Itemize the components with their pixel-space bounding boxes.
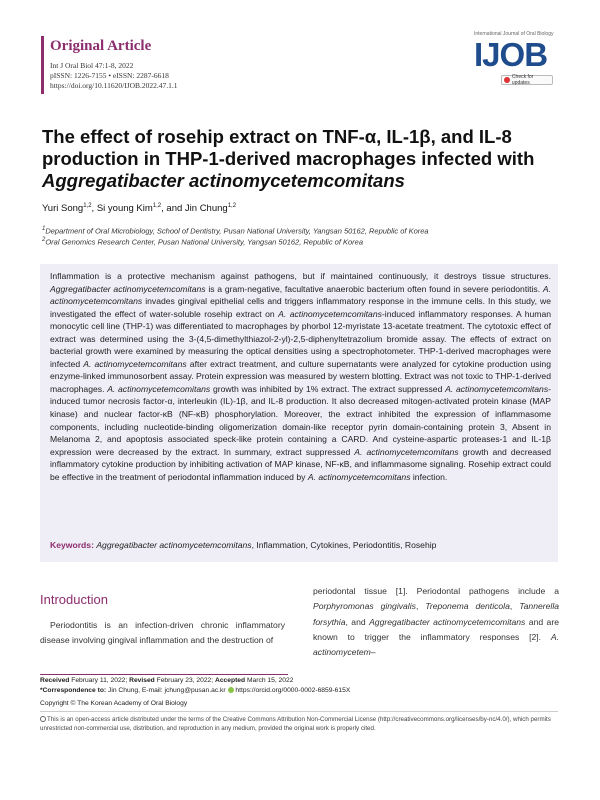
affiliation-2: $^2$Oral Genomics Research Center, Pusan National University, Yangsan 50162, Republic of Korea <box>42 237 364 247</box>
title-line-1: The effect of rosehip extract on TNF-α, IL-1β, and IL-8 <box>42 126 512 147</box>
author-affiliation-marker: 1,2 <box>152 203 162 209</box>
article-title <box>42 126 562 192</box>
license-divider <box>40 711 558 712</box>
journal-logo[interactable]: IJOB <box>474 36 548 73</box>
received-dates: Received February 11, 2022; Revised February 23, 2022; Accepted March 15, 2022 <box>40 677 294 684</box>
footer-divider <box>40 674 288 675</box>
doi-link[interactable]: https://doi.org/10.11620/IJOB.2022.47.1.1 <box>50 81 178 90</box>
orcid-icon <box>228 687 234 693</box>
check-for-updates-button[interactable] <box>501 75 553 85</box>
copyright: Copyright © The Korean Academy of Oral Biology <box>40 700 188 707</box>
author-list <box>42 203 236 214</box>
keywords-label: Keywords: <box>50 540 94 550</box>
author-affiliation-marker: 1,2 <box>227 203 237 209</box>
title-line-3: Aggregatibacter actinomycetemcomitans <box>42 170 405 191</box>
body-column-2: periodontal tissue [1]. Periodontal pathogens include a Porphyromonas gingivalis, Treponema denticola, Tannerella forsythia, and Aggregatibacter actinomycetemcomitans and are known to trigger the inflammatory responses [2]. A. actinomycetem– <box>313 586 560 658</box>
affiliation-1: $^1$Department of Oral Microbiology, School of Dentistry, Pusan National University, Yangsan 50162, Republic of Korea <box>42 226 429 236</box>
keywords: Keywords: Aggregatibacter actinomycetemcomitans, Inflammation, Cytokines, Periodontitis, Rosehip <box>50 540 437 550</box>
update-icon <box>504 77 510 83</box>
check-for-updates-label: Check for updates <box>511 74 534 86</box>
abstract-text: Inflammation is a protective mechanism against pathogens, but if maintained continuously, it destroys tissue structures. Aggregatibacter actinomycetemcomitans is a gram-negative, facultative anaerobic bacterium often found in severe periodontitis. A. actinomycetemcomitans invades gingival epithelial cells and triggers inflammatory response in the immune cells. In this study, we investigated the effect of water-soluble rosehip extract on A. actinomycetemcomitans-induced inflammatory responses. A human monocytic cell line (THP-1) was differentiated to macrophages by phorbol 12-myristate 13-acetate treatment. The cytotoxic effect of extract was determined using the 3-(4,5-dimethylthiazol-2-yl)-2,5-diphenyltetrazolium bromide assay. The effects of extract on bacterial growth were examined by measuring the optical densities using a spectrophotometer. THP-1-derived macrophages were infected A. actinomycetemcomitans after extract treatment, and culture supernatants were analyzed for cytokine production using enzyme-linked immunosorbent assay. Protein expression was measured by western blotting. Extract was not toxic to THP-1-derived macrophages. A. actinomycetemcomitans growth was inhibited by 1% extract. The extract suppressed A. actinomycetemcomitans-induced tumor necrosis factor-α, interleukin (IL)-1β, and IL-8 production. It also decreased mitogen-activated protein kinase (MAP kinase) and nuclear factor-κB (NF-κB) phosphorylation. Moreover, the extract inhibited the expression of inflammasome components, including nucleotide-binding oligomerization domain-like receptor pyrin domain-containing protein 3, Absent in Melanoma 2, and apoptosis associated speck-like protein containing a CARD. And cysteine-aspartic proteases-1 and IL-1β expression were decreased by the extract. In summary, extract suppressed A. actinomycetemcomitans growth and decreased inflammatory cytokine production by inhibiting activation of MAP kinase, NF-κB, and inflammasome signaling. Rosehip extract could be effective in the treatment of periodontal inflammation induced by A. actinomycetemcomitans infection. <box>50 271 552 482</box>
header-accent-bar <box>41 36 44 94</box>
correspondence: *Correspondence to: Jin Chung, E-mail: jchung@pusan.ac.kr https://orcid.org/0000-0002-6859-615X <box>40 687 351 694</box>
author-name: Yuri Song <box>42 203 84 215</box>
creative-commons-icon <box>40 716 46 722</box>
license-text: This is an open-access article distributed under the terms of the Creative Commons Attribution Non-Commercial License (http://creativecommons.org/licenses/by-nc/4.0/), which permits unrestricted non-commercial use, distribution, and reproduction in any medium, provided the original work is properly cited. <box>40 716 551 732</box>
body-column-1: Periodontitis is an infection-driven chronic inflammatory disease involving gingival inflammation and the destruction of <box>40 620 285 646</box>
author-affiliation-marker: 1,2 <box>83 203 92 209</box>
author-name: , Si young Kim <box>91 203 153 215</box>
title-line-2: production in THP-1-derived macrophages infected with <box>42 148 535 169</box>
journal-name: International Journal of Oral Biology <box>474 31 554 37</box>
section-label: Original Article <box>50 38 152 54</box>
section-heading-introduction: Introduction <box>40 592 108 607</box>
citation: Int J Oral Biol 47:1-8, 2022 <box>50 61 134 70</box>
author-name: , and Jin Chung <box>161 203 228 215</box>
issn: pISSN: 1226-7155 • eISSN: 2287-6618 <box>50 71 169 80</box>
orcid-link[interactable]: https://orcid.org/0000-0002-6859-615X <box>235 687 351 694</box>
